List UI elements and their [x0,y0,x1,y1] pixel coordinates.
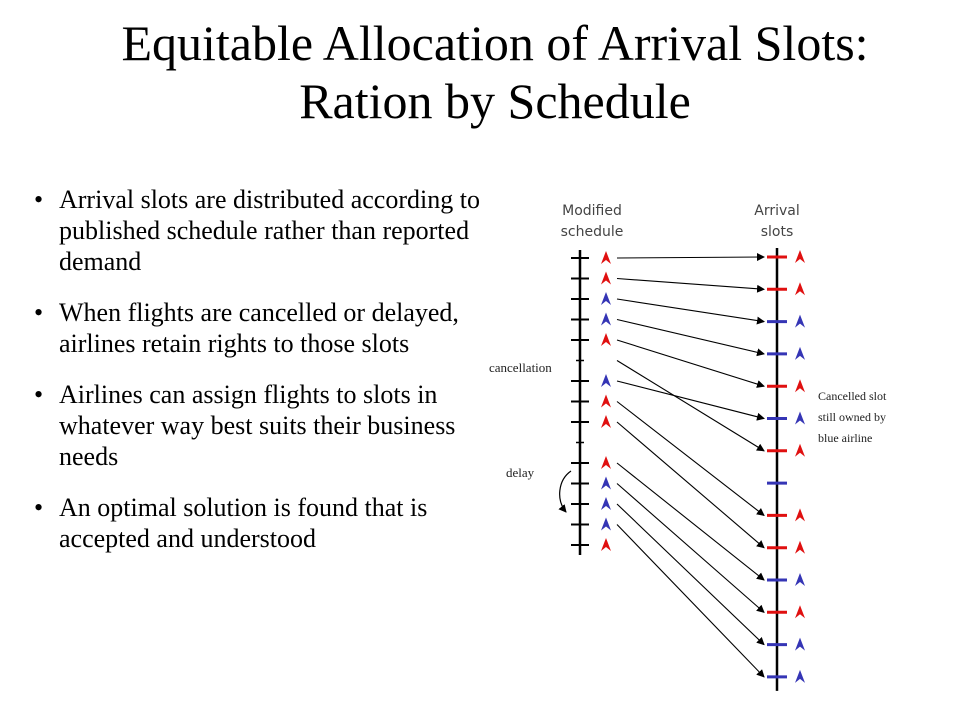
red-flight-icon [601,333,611,346]
assignment-arrow [617,340,764,386]
red-flight-icon [601,456,611,469]
bullet-text: When flights are cancelled or delayed, airlines retain rights to those slots [59,298,459,358]
cancelled-note-line-2: still owned by [818,410,886,424]
red-slot-flight-icon [795,605,805,618]
bullet-text: An optimal solution is found that is accepted and understood [59,493,428,553]
red-slot-flight-icon [795,282,805,295]
blue-flight-icon [601,313,611,326]
bullet-text: Airlines can assign flights to slots in whatever way best suits their business needs [59,380,456,471]
red-slot-flight-icon [795,444,805,457]
blue-flight-icon [601,497,611,510]
assignment-arrow [617,504,764,645]
red-slot-flight-icon [795,250,805,263]
bullet-text: Arrival slots are distributed according to published schedule rather than reported demand [59,185,480,276]
blue-slot-flight-icon [795,670,805,683]
red-flight-icon [601,538,611,551]
assignment-arrow [617,361,764,451]
blue-flight-icon [601,477,611,490]
right-header-line-2: slots [760,224,794,240]
blue-slot-flight-icon [795,638,805,651]
blue-slot-flight-icon [795,573,805,586]
blue-flight-icon [601,292,611,305]
left-header-line-1: Modified [562,203,622,219]
right-header-line-1: Arrival [754,203,800,219]
cancellation-label: cancellation [489,360,552,375]
red-slot-flight-icon [795,541,805,554]
assignment-arrow [617,402,764,516]
assignment-arrow [617,422,764,548]
bullet-marker: • [34,185,44,214]
cancelled-note-line-3: blue airline [818,431,873,445]
bullet-marker: • [34,380,44,409]
red-flight-icon [601,272,611,285]
assignment-arrow [617,279,764,290]
red-flight-icon [601,395,611,408]
blue-slot-flight-icon [795,347,805,360]
red-slot-flight-icon [795,379,805,392]
delay-label: delay [506,465,535,480]
cancelled-note-line-1: Cancelled slot [818,389,887,403]
delay-curved-arrow [560,471,571,512]
bullet-marker: • [34,493,44,522]
blue-slot-flight-icon [795,315,805,328]
blue-flight-icon [601,374,611,387]
red-slot-flight-icon [795,508,805,521]
assignment-arrow [617,463,764,580]
assignment-arrow [617,299,764,322]
diagram-marks [571,248,805,691]
assignment-arrow [617,381,764,419]
assignment-arrow [617,320,764,354]
blue-slot-flight-icon [795,412,805,425]
title-line-1: Equitable Allocation of Arrival Slots: [121,15,869,71]
title-line-2: Ration by Schedule [299,73,691,129]
red-flight-icon [601,251,611,264]
red-flight-icon [601,415,611,428]
blue-flight-icon [601,518,611,531]
assignment-arrow [617,257,764,258]
left-header-line-2: schedule [560,224,624,240]
bullet-marker: • [34,298,44,327]
